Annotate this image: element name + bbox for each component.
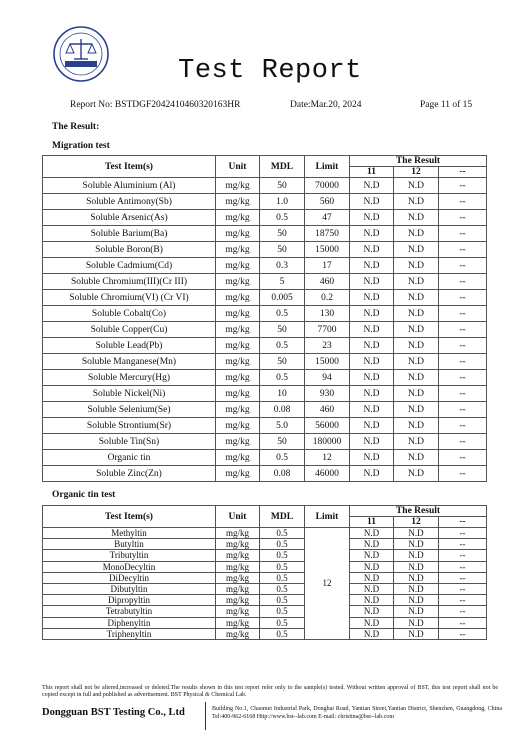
report-title: Test Report — [178, 56, 362, 86]
table-row — [43, 450, 487, 466]
table-cell: mg/kg — [216, 338, 260, 354]
report-date: Date:Mar.20, 2024 — [290, 100, 362, 110]
table-cell: N.D — [350, 290, 394, 306]
table-cell: -- — [439, 434, 487, 450]
table-cell: Methyltin — [43, 528, 216, 539]
table-cell: -- — [439, 418, 487, 434]
table-cell: N.D — [350, 210, 394, 226]
table-cell: 50 — [260, 242, 305, 258]
table-row — [43, 550, 487, 561]
table-cell: N.D — [350, 194, 394, 210]
table-cell: N.D — [350, 274, 394, 290]
table-cell: 94 — [305, 370, 350, 386]
scales-seal-icon — [52, 25, 110, 83]
table-cell: 56000 — [305, 418, 350, 434]
table-cell: N.D — [394, 338, 439, 354]
col-test-item: Test Item(s) — [43, 506, 216, 528]
col-sample-11: 11 — [350, 517, 394, 528]
table-row — [43, 322, 487, 338]
table-cell: -- — [439, 617, 487, 628]
table-cell: 0.5 — [260, 550, 305, 561]
table-cell: 460 — [305, 402, 350, 418]
migration-table — [42, 155, 487, 482]
table-cell: -- — [439, 450, 487, 466]
table-cell: Soluble Tin(Sn) — [43, 434, 216, 450]
table-cell: mg/kg — [216, 194, 260, 210]
table-cell: mg/kg — [216, 617, 260, 628]
table-cell: 10 — [260, 386, 305, 402]
table-row — [43, 466, 487, 482]
table-cell: N.D — [350, 561, 394, 572]
table-cell: N.D — [350, 258, 394, 274]
table-cell: mg/kg — [216, 290, 260, 306]
table-row — [43, 258, 487, 274]
table-cell: mg/kg — [216, 561, 260, 572]
table-cell: Soluble Chromium(III)(Cr III) — [43, 274, 216, 290]
table-cell: mg/kg — [216, 306, 260, 322]
table-row — [43, 194, 487, 210]
table-cell: mg/kg — [216, 550, 260, 561]
table-cell: Soluble Selenium(Se) — [43, 402, 216, 418]
table-cell: Soluble Copper(Cu) — [43, 322, 216, 338]
table-cell: -- — [439, 322, 487, 338]
organic-tin-table — [42, 505, 487, 640]
table-cell: -- — [439, 550, 487, 561]
table-cell: Tetrabutyltin — [43, 606, 216, 617]
table-cell: 0.5 — [260, 338, 305, 354]
table-cell: -- — [439, 290, 487, 306]
table-cell: N.D — [350, 386, 394, 402]
col-limit: Limit — [305, 506, 350, 528]
table-cell: mg/kg — [216, 418, 260, 434]
table-row — [43, 606, 487, 617]
col-result: The Result — [350, 156, 487, 167]
table-cell: mg/kg — [216, 595, 260, 606]
table-cell: 0.08 — [260, 466, 305, 482]
table-cell: N.D — [350, 178, 394, 194]
table-cell: 0.5 — [260, 210, 305, 226]
table-cell: 70000 — [305, 178, 350, 194]
table-cell: mg/kg — [216, 178, 260, 194]
table-cell: -- — [439, 194, 487, 210]
table-cell: mg/kg — [216, 370, 260, 386]
migration-section-title: Migration test — [52, 141, 110, 151]
table-cell: Soluble Arsenic(As) — [43, 210, 216, 226]
table-cell: 560 — [305, 194, 350, 210]
page-number: Page 11 of 15 — [420, 100, 473, 110]
col-sample-11: 11 — [350, 167, 394, 178]
table-cell: -- — [439, 628, 487, 639]
col-sample-blank: -- — [439, 517, 487, 528]
table-cell: 460 — [305, 274, 350, 290]
company-address: Building No.1, Chaomei Industrial Park, Donghai Road, Yantian Street,Yantian District, Shenzhen, Guangdong, China Tel:400-962-6168 Http://www.bst--lab.com E-mail: christina@bst--lab.com — [212, 706, 502, 720]
table-cell: N.D — [394, 528, 439, 539]
table-cell: -- — [439, 466, 487, 482]
table-cell: N.D — [350, 466, 394, 482]
table-cell: mg/kg — [216, 258, 260, 274]
table-cell: N.D — [394, 628, 439, 639]
table-cell: -- — [439, 528, 487, 539]
table-cell: 0.5 — [260, 572, 305, 583]
table-cell: -- — [439, 595, 487, 606]
table-cell: 50 — [260, 354, 305, 370]
table-cell: Organic tin — [43, 450, 216, 466]
table-cell: N.D — [394, 226, 439, 242]
table-cell: MonoDecyltin — [43, 561, 216, 572]
table-cell: 0.3 — [260, 258, 305, 274]
table-cell: -- — [439, 370, 487, 386]
table-cell: N.D — [394, 402, 439, 418]
table-cell: -- — [439, 539, 487, 550]
organic-section-title: Organic tin test — [52, 490, 116, 500]
table-row — [43, 290, 487, 306]
table-cell: Butyltin — [43, 539, 216, 550]
table-cell: 50 — [260, 178, 305, 194]
table-cell: 1.0 — [260, 194, 305, 210]
table-cell: N.D — [350, 370, 394, 386]
table-cell: 0.2 — [305, 290, 350, 306]
table-cell: N.D — [350, 402, 394, 418]
table-cell: N.D — [394, 434, 439, 450]
table-cell: 17 — [305, 258, 350, 274]
table-cell: Diphenyltin — [43, 617, 216, 628]
col-sample-12: 12 — [394, 167, 439, 178]
table-cell: mg/kg — [216, 226, 260, 242]
table-cell: -- — [439, 258, 487, 274]
table-cell: N.D — [350, 539, 394, 550]
table-cell: N.D — [350, 550, 394, 561]
table-cell: 0.5 — [260, 561, 305, 572]
col-unit: Unit — [216, 506, 260, 528]
table-cell: N.D — [350, 354, 394, 370]
table-cell: 0.005 — [260, 290, 305, 306]
table-cell: -- — [439, 210, 487, 226]
disclaimer-note: This report shall not be altered,increased or deleted.The results shown in this test report refer only to the sample(s) tested. Without written approval of BST, this test report shall not be copied except in full and published as advertisement. BST Physical & Chemical Lab. — [42, 685, 498, 698]
table-cell: mg/kg — [216, 386, 260, 402]
table-cell: Soluble Mercury(Hg) — [43, 370, 216, 386]
table-cell: N.D — [350, 242, 394, 258]
table-cell: mg/kg — [216, 354, 260, 370]
table-cell: N.D — [394, 306, 439, 322]
table-cell: mg/kg — [216, 402, 260, 418]
table-row — [43, 595, 487, 606]
company-name: Dongguan BST Testing Co., Ltd — [42, 707, 185, 718]
table-cell: N.D — [394, 572, 439, 583]
table-cell: N.D — [394, 354, 439, 370]
result-heading: The Result: — [52, 122, 100, 132]
table-cell: mg/kg — [216, 583, 260, 594]
table-cell: mg/kg — [216, 274, 260, 290]
table-row — [43, 274, 487, 290]
col-sample-12: 12 — [394, 517, 439, 528]
table-cell: mg/kg — [216, 434, 260, 450]
table-cell: mg/kg — [216, 210, 260, 226]
table-cell: N.D — [394, 550, 439, 561]
footer-divider — [205, 702, 206, 730]
table-cell: -- — [439, 242, 487, 258]
table-cell: N.D — [394, 242, 439, 258]
table-cell: -- — [439, 386, 487, 402]
table-cell: N.D — [394, 617, 439, 628]
table-cell: N.D — [394, 418, 439, 434]
table-cell: N.D — [350, 628, 394, 639]
table-cell: Soluble Strontium(Sr) — [43, 418, 216, 434]
table-cell: Tributyltin — [43, 550, 216, 561]
table-cell: N.D — [394, 258, 439, 274]
table-cell: N.D — [350, 322, 394, 338]
table-cell: N.D — [394, 561, 439, 572]
table-row — [43, 226, 487, 242]
table-cell: mg/kg — [216, 450, 260, 466]
table-cell: 12 — [305, 450, 350, 466]
table-row — [43, 583, 487, 594]
table-cell: N.D — [394, 210, 439, 226]
col-unit: Unit — [216, 156, 260, 178]
table-row — [43, 386, 487, 402]
report-number: Report No: BSTDGF2042410460320163HR — [70, 100, 241, 110]
table-cell: 15000 — [305, 354, 350, 370]
table-row — [43, 539, 487, 550]
table-cell: -- — [439, 338, 487, 354]
table-row — [43, 434, 487, 450]
table-cell: -- — [439, 178, 487, 194]
table-cell: N.D — [350, 528, 394, 539]
table-cell: N.D — [394, 450, 439, 466]
table-cell: 15000 — [305, 242, 350, 258]
table-cell: Soluble Antimony(Sb) — [43, 194, 216, 210]
table-cell: Dipropyltin — [43, 595, 216, 606]
table-cell: -- — [439, 583, 487, 594]
table-cell: Soluble Barium(Ba) — [43, 226, 216, 242]
table-cell: -- — [439, 606, 487, 617]
table-cell: -- — [439, 226, 487, 242]
table-row — [43, 370, 487, 386]
table-cell: 130 — [305, 306, 350, 322]
table-cell: 5.0 — [260, 418, 305, 434]
company-logo — [52, 25, 110, 83]
table-cell: 0.5 — [260, 450, 305, 466]
table-cell: -- — [439, 402, 487, 418]
table-cell: -- — [439, 306, 487, 322]
table-cell: N.D — [350, 418, 394, 434]
table-cell: N.D — [394, 606, 439, 617]
table-cell: 0.5 — [260, 528, 305, 539]
table-cell: N.D — [350, 583, 394, 594]
table-row — [43, 178, 487, 194]
table-cell: 50 — [260, 434, 305, 450]
table-cell: mg/kg — [216, 628, 260, 639]
table-row — [43, 572, 487, 583]
table-cell: 0.5 — [260, 306, 305, 322]
table-cell: mg/kg — [216, 242, 260, 258]
table-cell: N.D — [394, 595, 439, 606]
table-cell: Soluble Lead(Pb) — [43, 338, 216, 354]
table-cell: N.D — [394, 274, 439, 290]
table-row — [43, 338, 487, 354]
table-cell: 50 — [260, 322, 305, 338]
table-cell: N.D — [394, 466, 439, 482]
table-cell: 0.5 — [260, 628, 305, 639]
table-cell: N.D — [350, 306, 394, 322]
table-cell: N.D — [394, 194, 439, 210]
table-cell: 47 — [305, 210, 350, 226]
table-cell: Soluble Chromium(VI) (Cr VI) — [43, 290, 216, 306]
table-cell: Soluble Aluminium (Al) — [43, 178, 216, 194]
table-row — [43, 242, 487, 258]
table-cell: mg/kg — [216, 322, 260, 338]
table-cell: N.D — [394, 539, 439, 550]
table-cell: mg/kg — [216, 528, 260, 539]
table-cell: N.D — [350, 338, 394, 354]
table-row — [43, 418, 487, 434]
table-cell: 50 — [260, 226, 305, 242]
table-cell: N.D — [350, 226, 394, 242]
table-row — [43, 210, 487, 226]
table-cell: N.D — [394, 178, 439, 194]
table-cell: N.D — [394, 386, 439, 402]
table-cell: 0.5 — [260, 606, 305, 617]
table-cell: 0.5 — [260, 583, 305, 594]
table-cell: N.D — [350, 450, 394, 466]
table-cell: 46000 — [305, 466, 350, 482]
table-cell: Soluble Zinc(Zn) — [43, 466, 216, 482]
table-cell: 0.5 — [260, 539, 305, 550]
table-row — [43, 402, 487, 418]
table-cell: N.D — [350, 606, 394, 617]
table-row — [43, 354, 487, 370]
col-result: The Result — [350, 506, 487, 517]
table-cell: N.D — [350, 572, 394, 583]
col-mdl: MDL — [260, 156, 305, 178]
table-cell: Soluble Nickel(Ni) — [43, 386, 216, 402]
table-cell: 180000 — [305, 434, 350, 450]
table-cell: Soluble Cadmium(Cd) — [43, 258, 216, 274]
col-test-item: Test Item(s) — [43, 156, 216, 178]
table-row — [43, 561, 487, 572]
table-cell: N.D — [394, 370, 439, 386]
col-sample-blank: -- — [439, 167, 487, 178]
table-cell: 23 — [305, 338, 350, 354]
table-cell: 7700 — [305, 322, 350, 338]
table-row — [43, 528, 487, 539]
col-limit: Limit — [305, 156, 350, 178]
table-cell: -- — [439, 354, 487, 370]
table-row — [43, 628, 487, 639]
table-cell: Dibutyltin — [43, 583, 216, 594]
table-cell: 18750 — [305, 226, 350, 242]
table-cell: mg/kg — [216, 539, 260, 550]
table-cell: Triphenyltin — [43, 628, 216, 639]
table-row — [43, 617, 487, 628]
table-cell: 0.5 — [260, 617, 305, 628]
table-cell: Soluble Manganese(Mn) — [43, 354, 216, 370]
table-cell: 930 — [305, 386, 350, 402]
table-cell: DiDecyltin — [43, 572, 216, 583]
table-cell: N.D — [394, 290, 439, 306]
table-cell: mg/kg — [216, 606, 260, 617]
table-cell: -- — [439, 274, 487, 290]
table-row — [43, 306, 487, 322]
table-cell: N.D — [394, 322, 439, 338]
table-cell: mg/kg — [216, 466, 260, 482]
table-cell: Soluble Cobalt(Co) — [43, 306, 216, 322]
table-cell: 5 — [260, 274, 305, 290]
table-cell: N.D — [394, 583, 439, 594]
table-cell: N.D — [350, 434, 394, 450]
table-cell: 0.5 — [260, 595, 305, 606]
table-cell: N.D — [350, 617, 394, 628]
col-mdl: MDL — [260, 506, 305, 528]
table-cell: 0.5 — [260, 370, 305, 386]
table-cell: Soluble Boron(B) — [43, 242, 216, 258]
table-cell: N.D — [350, 595, 394, 606]
table-cell: mg/kg — [216, 572, 260, 583]
limit-cell: 12 — [305, 528, 350, 640]
table-cell: -- — [439, 572, 487, 583]
table-cell: -- — [439, 561, 487, 572]
table-cell: 0.08 — [260, 402, 305, 418]
